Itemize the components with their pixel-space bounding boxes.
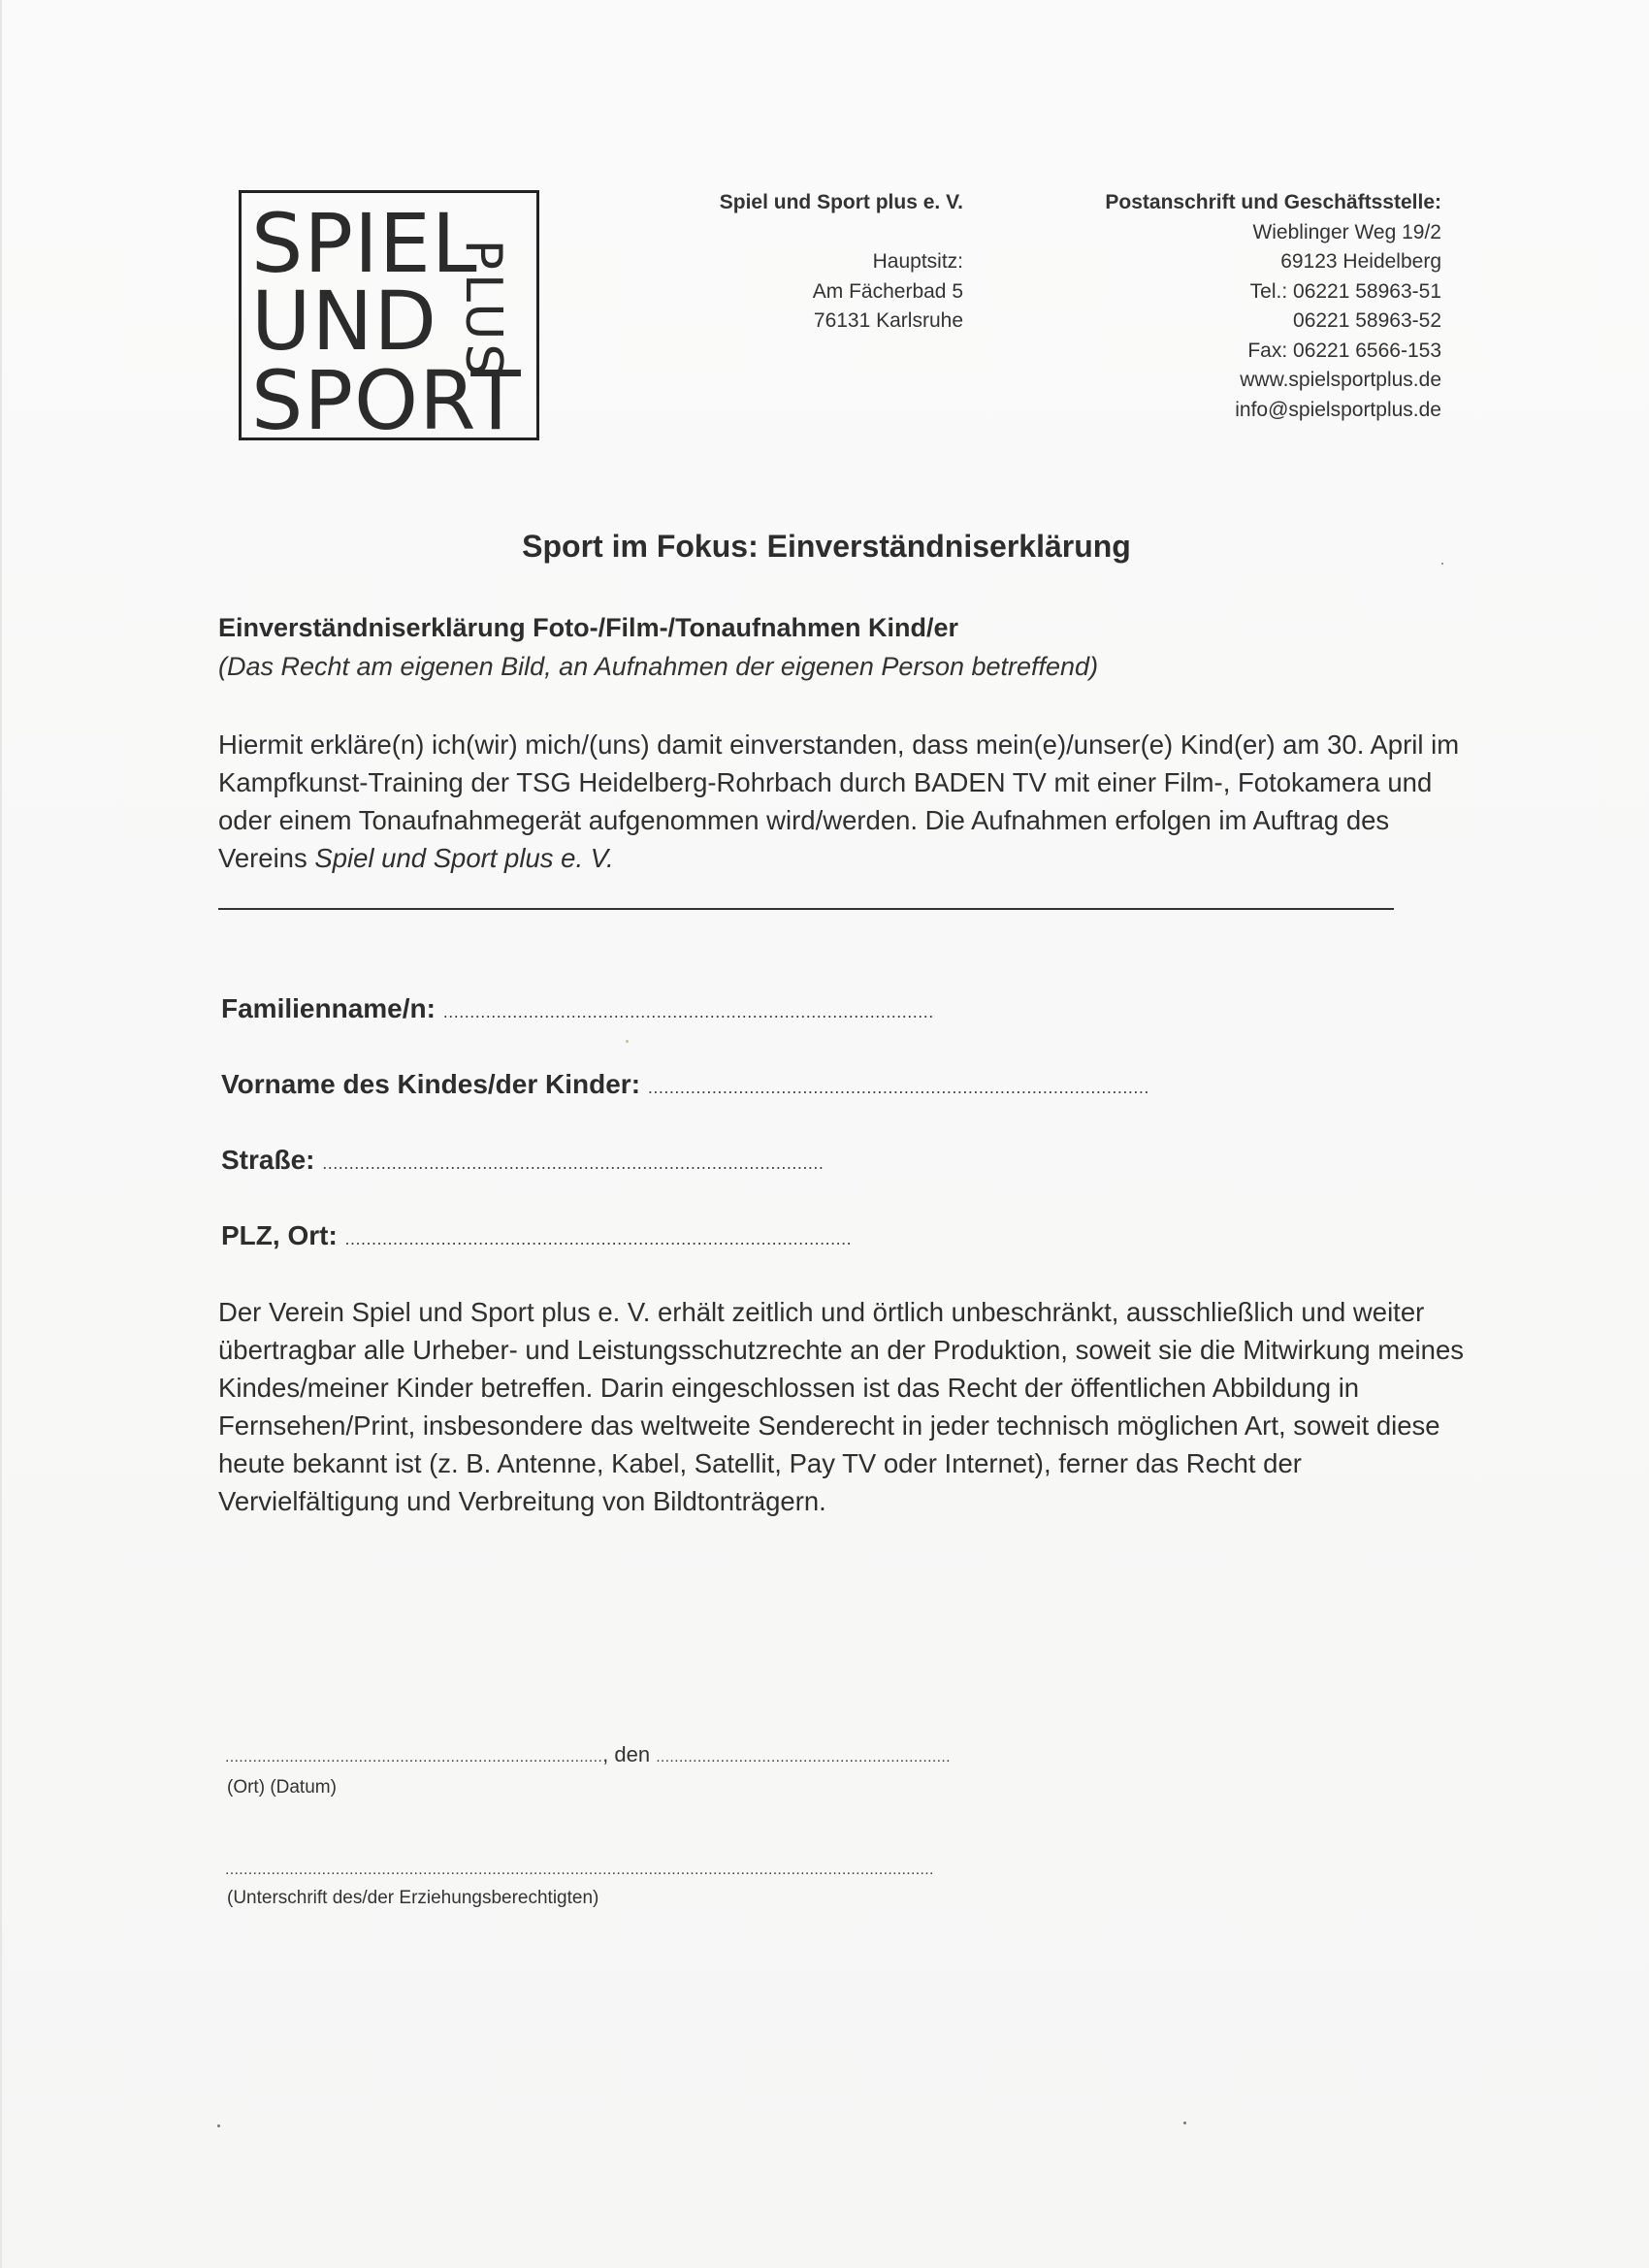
postal-email: info@spielsportplus.de <box>1235 398 1441 421</box>
section-divider <box>218 908 1394 910</box>
family-name-field[interactable] <box>221 993 934 1024</box>
place-line[interactable]: .................................................................................. <box>225 1749 603 1766</box>
hq-city: 76131 Karlsruhe <box>813 309 963 332</box>
postal-tel2: 06221 58963-52 <box>1293 309 1441 332</box>
logo-word-und: UND <box>251 274 437 369</box>
street-line[interactable]: .............................................................................................. <box>322 1153 824 1173</box>
hq-label: Hauptsitz: <box>872 250 963 273</box>
scan-speck <box>1183 2122 1186 2124</box>
postal-city: 69123 Heidelberg <box>1280 250 1441 273</box>
child-first-name-line[interactable]: .............................................................................................. <box>647 1078 1149 1097</box>
organization-logo <box>239 190 539 448</box>
street-label: Straße: <box>221 1145 315 1175</box>
intro-text: Hiermit erkläre(n) ich(wir) mich/(uns) damit einverstanden, dass mein(e)/unser(e) Kind(er) am 30. April im Kampfkunst-Training der TSG Heidelberg-Rohrbach durch BADEN TV mit einer Film-, Fotokamera und oder einem Tonaufnahmegerät aufgenommen wird/werden. Die Aufnahmen erfolgen im Auftrag des Vereins <box>218 729 1460 873</box>
postal-code-city-field[interactable] <box>221 1220 852 1251</box>
den-label: , den <box>602 1742 651 1766</box>
logo-word-sport: SPORT <box>251 353 522 448</box>
place-date-caption: (Ort) (Datum) <box>227 1777 337 1798</box>
consent-subtitle: Einverständniserklärung Foto-/Film-/Tonaufnahmen Kind/er <box>218 613 959 642</box>
signature-caption: (Unterschrift des/der Erziehungsberechtigten) <box>227 1888 599 1908</box>
street-field[interactable] <box>221 1145 824 1176</box>
scan-speck <box>626 1040 629 1043</box>
postal-code-city-line[interactable]: ............................................................................................... <box>344 1229 853 1248</box>
postal-address-block <box>1105 188 1441 425</box>
document-title: Sport im Fokus: Einverständniserklärung <box>522 529 1131 564</box>
rights-paragraph: Der Verein Spiel und Sport plus e. V. erhält zeitlich und örtlich unbeschränkt, ausschließlich und weiter übertragbar alle Urheber- und Leistungsschutzrechte an der Produktion, soweit sie die Mitwirkung meines Kindes/meiner Kinder betreffen. Darin eingeschlossen ist das Recht der öffentlichen Abbildung in Fernsehen/Print, insbesondere das weltweite Senderecht in jeder technisch möglichen Art, soweit diese heute bekannt ist (z. B. Antenne, Kabel, Satellit, Pay TV oder Internet), ferner das Recht der Vervielfältigung und Verbreitung von Bildtonträgern. <box>218 1297 1465 1516</box>
date-line[interactable]: ................................................................ <box>656 1749 951 1766</box>
family-name-label: Familienname/n: <box>221 993 436 1023</box>
logo-word-plus: PLUS <box>454 239 512 380</box>
scan-speck <box>1441 563 1443 565</box>
place-date-line[interactable] <box>225 1742 951 1767</box>
intro-paragraph <box>218 726 1470 877</box>
child-first-name-field[interactable] <box>221 1069 1149 1100</box>
signature-dots[interactable]: .......................................................................................................................................................... <box>225 1862 934 1878</box>
logo-word-spiel: SPIEL <box>251 196 478 291</box>
child-first-name-label: Vorname des Kindes/der Kinder: <box>221 1069 641 1099</box>
consent-subtitle-note: (Das Recht am eigenen Bild, an Aufnahmen der eigenen Person betreffend) <box>218 652 1099 681</box>
signature-line[interactable] <box>225 1855 934 1880</box>
postal-heading: Postanschrift und Geschäftsstelle: <box>1105 191 1441 213</box>
postal-code-city-label: PLZ, Ort: <box>221 1220 338 1250</box>
intro-org-name: Spiel und Sport plus e. V. <box>314 843 614 873</box>
family-name-line[interactable]: ............................................................................................ <box>442 1002 934 1021</box>
scan-speck <box>217 2124 220 2127</box>
postal-fax: Fax: 06221 6566-153 <box>1247 339 1441 362</box>
hq-street: Am Fächerbad 5 <box>812 279 963 303</box>
postal-web: www.spielsportplus.de <box>1240 369 1441 391</box>
organization-name: Spiel und Sport plus e. V. <box>719 191 963 213</box>
organization-header <box>720 188 963 337</box>
postal-street: Wieblinger Weg 19/2 <box>1252 220 1441 243</box>
postal-tel1: Tel.: 06221 58963-51 <box>1249 279 1441 303</box>
